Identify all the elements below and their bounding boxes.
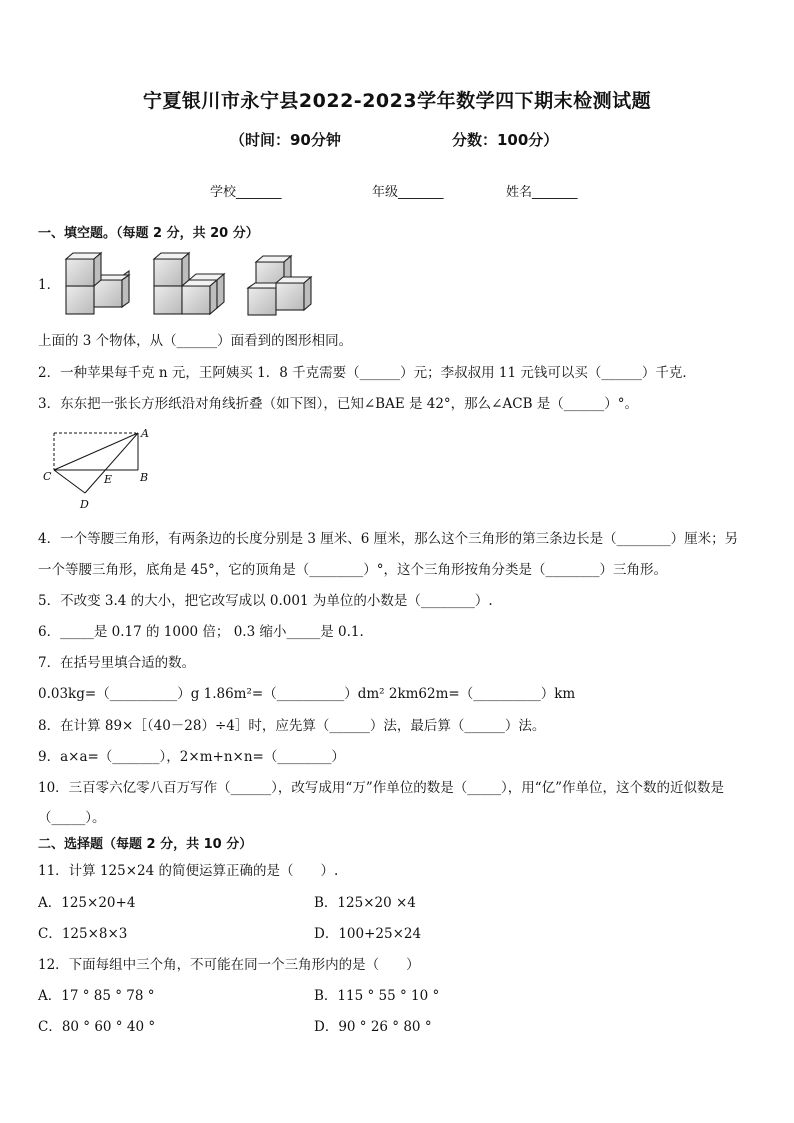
q1-text: 上面的 3 个物体，从（______）面看到的图形相同。 (38, 333, 353, 349)
q12-option-d[interactable]: D．90 ° 26 ° 80 ° (314, 1019, 432, 1035)
q11-option-c[interactable]: C．125×8×3 (38, 926, 128, 942)
q10-line-2: （_____）。 (38, 810, 106, 826)
q4-line-2: 一个等腰三角形，底角是 45°，它的顶角是（________）°，这个三角形按角分类是（________）三角形。 (38, 562, 667, 578)
q2-text: 2．一种苹果每千克 n 元，王阿姨买 1．8 千克需要（______）元；李叔叔用 11 元钱可以买（______）千克． (38, 365, 696, 381)
label-D: D (80, 498, 89, 511)
name-field[interactable]: 姓名_______ (506, 185, 578, 200)
q9-text: 9．a×a=（_______），2×m+n×n=（________） (38, 749, 345, 765)
label-C: C (43, 470, 52, 483)
q11-option-a[interactable]: A．125×20+4 (38, 895, 136, 911)
section-2-heading: 二、选择题（每题 2 分，共 10 分） (38, 837, 253, 852)
q6-text: 6．_____是 0.17 的 1000 倍； 0.3 缩小_____是 0.1. (38, 624, 364, 640)
q5-text: 5．不改变 3.4 的大小，把它改写成以 0.001 为单位的小数是（________）. (38, 593, 493, 609)
cube-object-2 (154, 253, 224, 314)
label-E: E (104, 473, 113, 486)
q11-option-b[interactable]: B．125×20 ×4 (314, 895, 416, 911)
cube-object-3 (248, 256, 311, 315)
time-label: （时间：90分钟 (230, 131, 341, 149)
section-1-heading: 一、填空题。（每题 2 分，共 20 分） (38, 226, 259, 241)
q7-text: 7．在括号里填合适的数。 (38, 655, 196, 671)
q3-fold-diagram (40, 426, 160, 514)
q10-line-1: 10．三百零六亿零八百万写作（______），改写成用“万”作单位的数是（_____），用“亿”作单位，这个数的近似数是 (38, 780, 725, 796)
q12-option-b[interactable]: B．115 ° 55 ° 10 ° (314, 988, 440, 1004)
q12-option-c[interactable]: C．80 ° 60 ° 40 ° (38, 1019, 156, 1035)
q12-option-a[interactable]: A．17 ° 85 ° 78 ° (38, 988, 155, 1004)
grade-field[interactable]: 年级_______ (372, 185, 444, 200)
label-B: B (140, 471, 149, 484)
school-field[interactable]: 学校_______ (210, 185, 282, 200)
q4-line-1: 4．一个等腰三角形，有两条边的长度分别是 3 厘米、6 厘米，那么这个三角形的第三条边长是（________）厘米；另 (38, 531, 739, 547)
q3-text: 3．东东把一张长方形纸沿对角线折叠（如下图），已知∠BAE 是 42°，那么∠ACB 是（______）°。 (38, 396, 639, 412)
q11-option-d[interactable]: D．100+25×24 (314, 926, 422, 942)
q7-items: 0.03kg=（__________）g 1.86m²=（__________）dm² 2km62m=（__________）km (38, 686, 576, 702)
q12-text: 12．下面每组中三个角，不可能在同一个三角形内的是（ ） (38, 957, 420, 973)
score-label: 分数：100分） (452, 131, 559, 149)
q8-text: 8．在计算 89×［（40－28）÷4］时，应先算（______）法，最后算（______）法。 (38, 718, 546, 734)
page-title: 宁夏银川市永宁县2022-2023学年数学四下期末检测试题 (142, 90, 652, 112)
exam-meta (230, 129, 559, 150)
label-A: A (141, 427, 149, 440)
cube-object-1 (66, 253, 129, 314)
q1-number: 1． (38, 277, 61, 293)
q11-text: 11．计算 125×24 的简便运算正确的是（ ）. (38, 863, 339, 879)
q1-cube-figures (60, 250, 320, 320)
